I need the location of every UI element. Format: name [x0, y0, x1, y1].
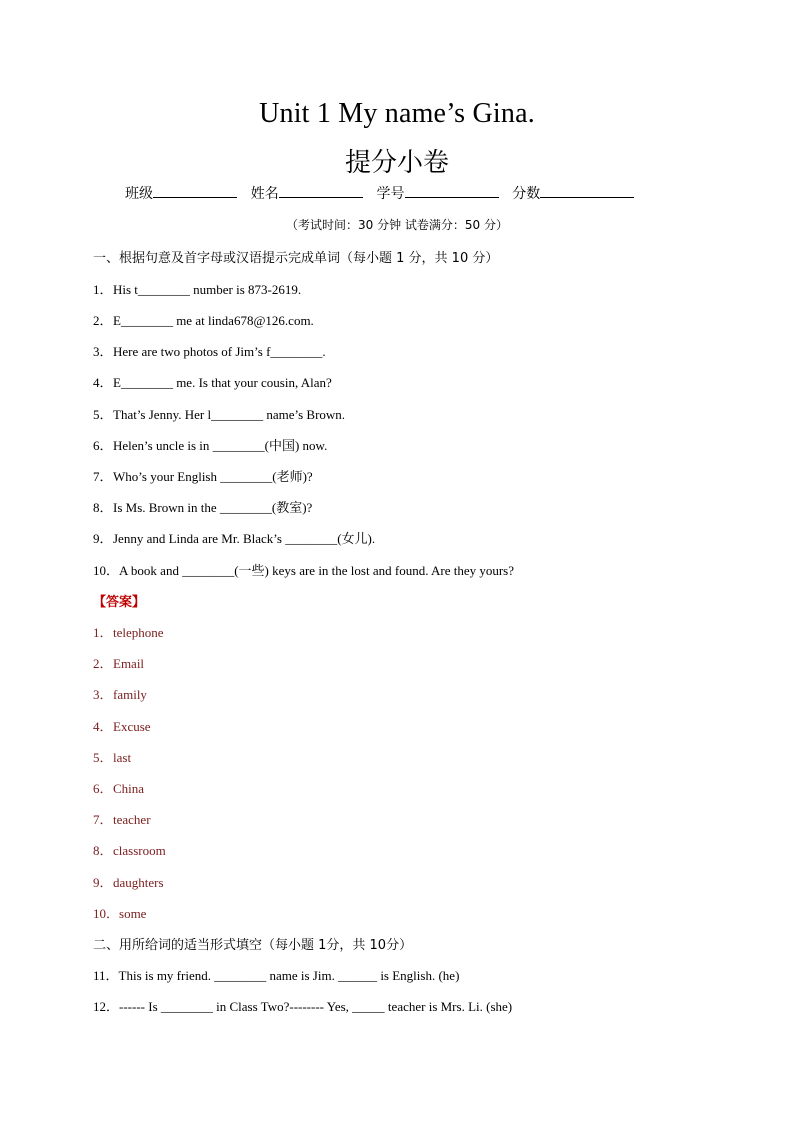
answer-8: 8．classroom [93, 843, 166, 858]
answer-7: 7．teacher [93, 812, 151, 827]
answer-9: 9．daughters [93, 875, 164, 890]
question-4: 4．E________ me. Is that your cousin, Alan? [93, 375, 332, 390]
exam-note: （考试时间：30 分钟 试卷满分：50 分） [286, 218, 508, 232]
answer-1: 1．telephone [93, 625, 164, 640]
question-1: 1．His t________ number is 873-2619. [93, 282, 302, 297]
answer-3: 3．family [93, 687, 147, 702]
class-label: 班级 [125, 186, 153, 202]
question-6: 6．Helen’s uncle is in ________(中国) now. [93, 438, 328, 453]
answer-5: 5．last [93, 750, 132, 765]
question-10: 10．A book and ________(一些) keys are in the lost and found. Are they yours? [93, 563, 514, 578]
score-blank [540, 183, 634, 198]
question-3: 3．Here are two photos of Jim’s f________. [93, 344, 326, 359]
class-blank [153, 183, 237, 198]
answer-heading: 【答案】 [93, 595, 146, 610]
student-info-row [125, 183, 644, 203]
answer-10: 10．some [93, 906, 147, 921]
question-5: 5．That’s Jenny. Her l________ name’s Brown. [93, 407, 346, 422]
section2-heading: 二、用所给词的适当形式填空（每小题 1分，共 10分） [93, 938, 413, 953]
question-11: 11．This is my friend. ________ name is Jim. ______ is English. (he) [93, 968, 460, 983]
section1-heading: 一、根据句意及首字母或汉语提示完成单词（每小题 1 分，共 10 分） [93, 251, 499, 266]
answer-6: 6．China [93, 781, 145, 796]
question-2: 2．E________ me at linda678@126.com. [93, 313, 314, 328]
question-8: 8．Is Ms. Brown in the ________(教室)? [93, 500, 313, 515]
student-id-blank [405, 183, 499, 198]
title-chinese: 提分小卷 [344, 148, 449, 178]
question-12: 12．------ Is ________ in Class Two?-------- Yes, _____ teacher is Mrs. Li. (she) [93, 999, 513, 1014]
answer-4: 4．Excuse [93, 719, 151, 734]
student-id-label: 学号 [376, 186, 405, 202]
name-label: 姓名 [250, 186, 279, 202]
question-7: 7．Who’s your English ________(老师)? [93, 469, 313, 484]
name-blank [279, 183, 363, 198]
question-9: 9．Jenny and Linda are Mr. Black’s ________(女儿). [93, 531, 376, 546]
score-label: 分数 [512, 186, 541, 202]
answer-2: 2．Email [93, 656, 145, 671]
title-english: Unit 1 My name’s Gina. [259, 98, 535, 129]
